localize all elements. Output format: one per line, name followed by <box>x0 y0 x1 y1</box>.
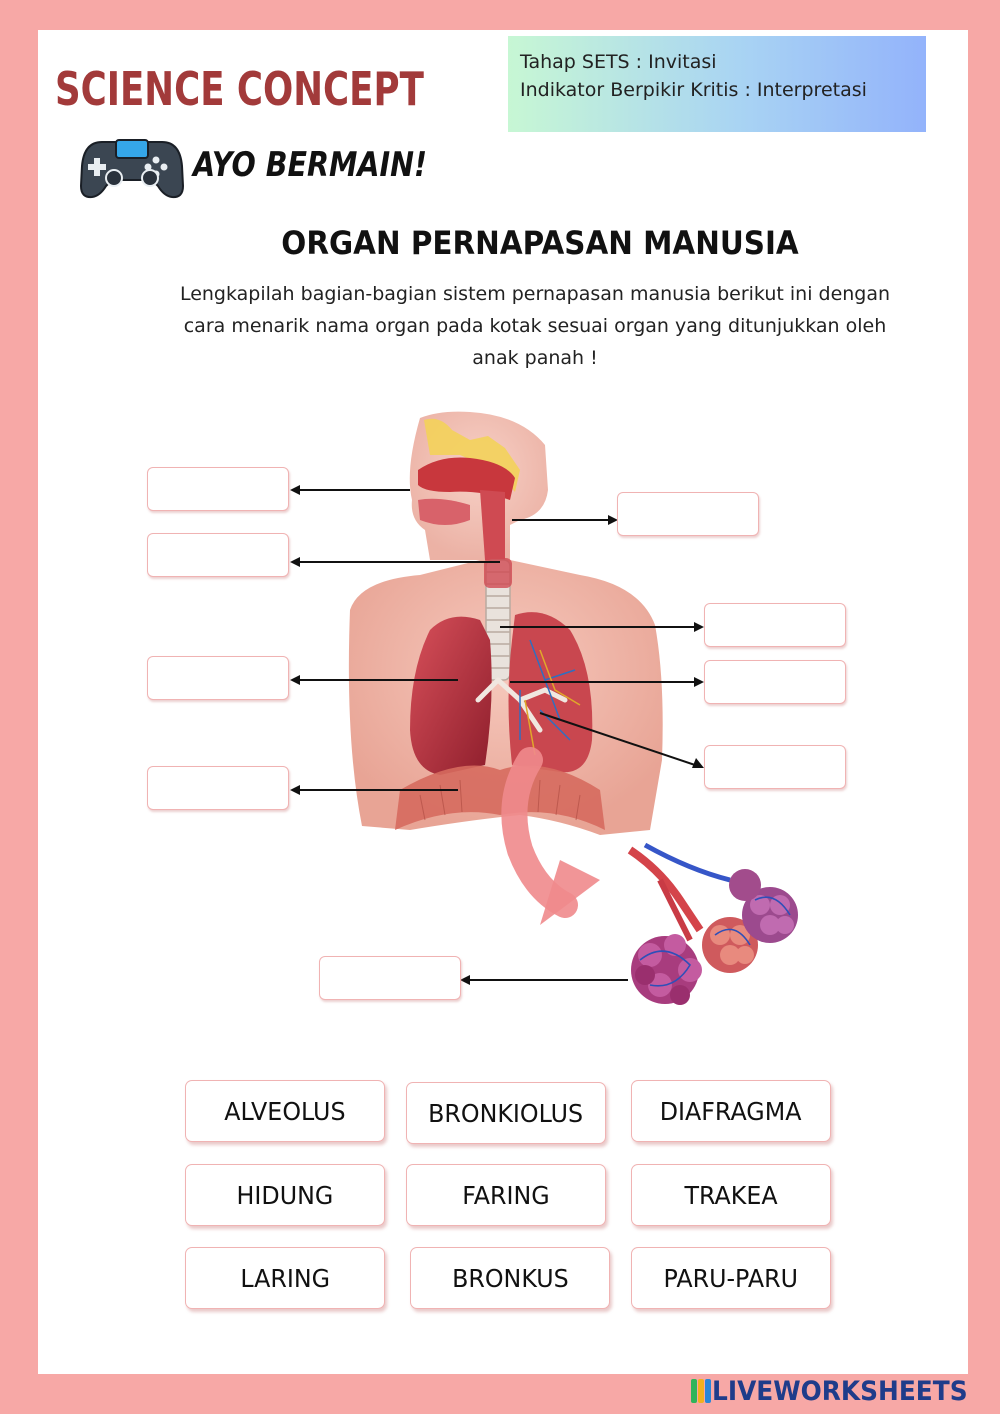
answer-box[interactable] <box>147 656 289 700</box>
answer-box[interactable] <box>617 492 759 536</box>
answer-box[interactable] <box>704 745 846 789</box>
word-tile-bronkus[interactable]: BRONKUS <box>410 1247 610 1309</box>
info-stage: Tahap SETS : Invitasi <box>520 51 717 73</box>
word-tile-hidung[interactable]: HIDUNG <box>185 1164 385 1226</box>
word-tile-alveolus[interactable]: ALVEOLUS <box>185 1080 385 1142</box>
word-tile-trakea[interactable]: TRAKEA <box>631 1164 831 1226</box>
info-indicator: Indikator Berpikir Kritis : Interpretasi <box>520 79 867 101</box>
answer-box[interactable] <box>319 956 461 1000</box>
logo-mark-icon <box>690 1378 712 1404</box>
word-tile-laring[interactable]: LARING <box>185 1247 385 1309</box>
word-tile-paru-paru[interactable]: PARU-PARU <box>631 1247 831 1309</box>
answer-box[interactable] <box>147 766 289 810</box>
instructions-text: Lengkapilah bagian-bagian sistem pernapasan manusia berikut ini dengan cara menarik nama organ pada kotak sesuai organ yang ditunjukkan oleh anak panah ! <box>179 283 891 369</box>
answer-box[interactable] <box>704 603 846 647</box>
play-title: AYO BERMAIN! <box>193 145 428 185</box>
brand-title: SCIENCE CONCEPT <box>55 62 424 116</box>
alveoli-cluster <box>630 845 798 1005</box>
answer-box[interactable] <box>704 660 846 704</box>
answer-box[interactable] <box>147 467 289 511</box>
word-tile-faring[interactable]: FARING <box>406 1164 606 1226</box>
answer-box[interactable] <box>147 533 289 577</box>
liveworksheets-logo <box>690 1376 990 1406</box>
word-tile-bronkiolus[interactable]: BRONKIOLUS <box>406 1082 606 1144</box>
logo-text: LIVEWORKSHEETS <box>712 1375 968 1407</box>
page-title: ORGAN PERNAPASAN MANUSIA <box>281 224 799 262</box>
word-tile-diafragma[interactable]: DIAFRAGMA <box>631 1080 831 1142</box>
